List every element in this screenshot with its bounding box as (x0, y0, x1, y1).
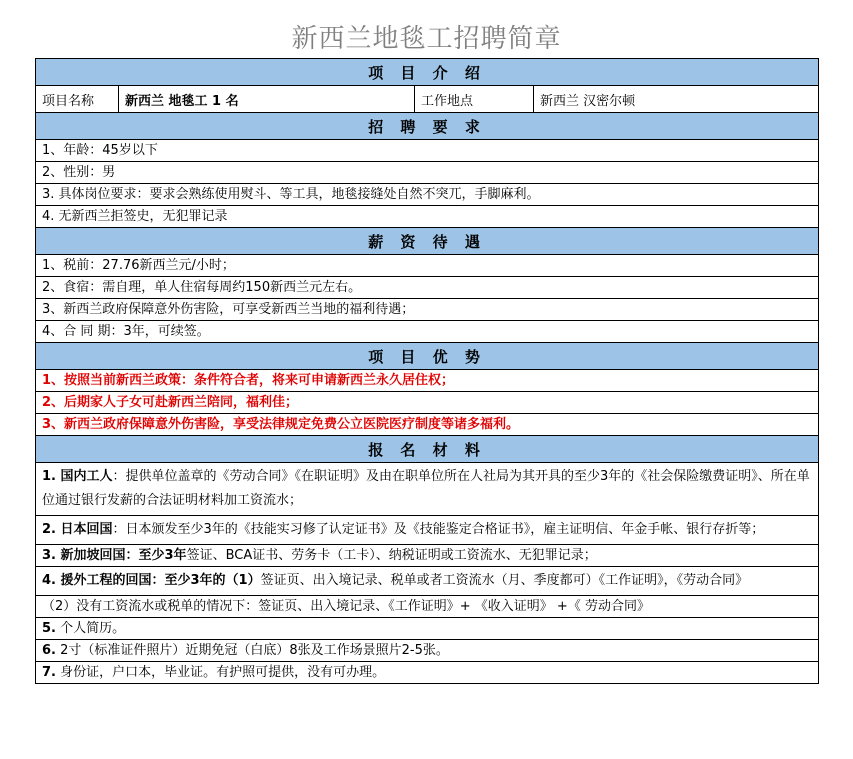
advantage-item: 2、后期家人子女可赴新西兰陪同，福利佳； (36, 392, 819, 414)
page-title: 新西兰地毯工招聘简章 (291, 24, 562, 54)
material-item (36, 516, 819, 545)
material-lead: 4. 援外工程的回国：至少3年的（1） (42, 573, 261, 588)
material-row (36, 640, 819, 662)
material-item (36, 567, 819, 596)
material-text: 签证页、出入境记录、税单或者工资流水（月、季度都可）《工作证明》，《劳动合同》 (260, 573, 749, 588)
material-text: （2）没有工资流水或税单的情况下：签证页、出入境记录、《工作证明》+ 《收入证明》 +《 劳动合同》 (42, 599, 650, 614)
requirement-row (36, 162, 819, 184)
material-lead: 3. 新加坡回国：至少3年 (42, 548, 187, 563)
requirement-row (36, 184, 819, 206)
project-name-label: 项目名称 (36, 86, 119, 113)
salary-item: 4、合 同 期：3年，可续签。 (36, 321, 819, 343)
material-item (36, 640, 819, 662)
section-title: 项 目 优 势 (36, 343, 819, 370)
advantage-row (36, 392, 819, 414)
salary-item: 2、食宿：需自理，单人住宿每周约150新西兰元左右。 (36, 277, 819, 299)
material-row (36, 596, 819, 618)
material-lead: 7. (42, 665, 56, 680)
material-text: 签证、BCA证书、劳务卡（工卡）、纳税证明或工资流水、无犯罪记录； (186, 548, 597, 563)
material-item (36, 545, 819, 567)
project-name-value: 新西兰 地毯工 1 名 (119, 86, 415, 113)
material-lead: 1. 国内工人 (42, 469, 113, 484)
work-location-value: 新西兰 汉密尔顿 (534, 86, 819, 113)
section-header-salary (36, 228, 819, 255)
requirement-item: 1、年龄：45岁以下 (36, 140, 819, 162)
advantage-item: 3、新西兰政府保障意外伤害险，享受法律规定免费公立医院医疗制度等诸多福利。 (36, 414, 819, 436)
salary-row (36, 299, 819, 321)
requirement-row (36, 140, 819, 162)
advantage-row (36, 370, 819, 392)
material-item (36, 618, 819, 640)
project-info-row (36, 86, 819, 113)
section-title: 薪 资 待 遇 (36, 228, 819, 255)
material-row (36, 545, 819, 567)
salary-row (36, 321, 819, 343)
requirement-item: 3. 具体岗位要求：要求会熟练使用熨斗、等工具，地毯接缝处自然不突兀，手脚麻利。 (36, 184, 819, 206)
material-text: ：日本颁发至少3年的《技能实习修了认定证书》及《技能鉴定合格证书》，雇主证明信、年金手帐、银行存折等； (112, 522, 765, 537)
material-text: 个人简历。 (55, 621, 126, 636)
material-row (36, 567, 819, 596)
salary-row (36, 255, 819, 277)
material-lead: 5. (42, 621, 56, 636)
material-item (36, 463, 819, 516)
material-row (36, 618, 819, 640)
advantage-row (36, 414, 819, 436)
material-row (36, 516, 819, 545)
material-row (36, 463, 819, 516)
section-title: 项 目 介 绍 (36, 59, 819, 86)
section-header-project-intro (36, 59, 819, 86)
salary-row (36, 277, 819, 299)
section-header-advantages (36, 343, 819, 370)
section-header-materials (36, 436, 819, 463)
salary-item: 1、税前：27.76新西兰元/小时； (36, 255, 819, 277)
material-lead: 2. 日本回国 (42, 522, 113, 537)
recruitment-table (35, 58, 819, 684)
work-location-label: 工作地点 (415, 86, 534, 113)
section-header-requirements (36, 113, 819, 140)
requirement-row (36, 206, 819, 228)
requirement-item: 2、性别：男 (36, 162, 819, 184)
requirement-item: 4. 无新西兰拒签史，无犯罪记录 (36, 206, 819, 228)
material-row (36, 662, 819, 684)
material-text: 身份证，户口本，毕业证。有护照可提供，没有可办理。 (55, 665, 386, 680)
section-title: 招 聘 要 求 (36, 113, 819, 140)
material-lead: 6. (42, 643, 56, 658)
material-text: 2寸（标准证件照片）近期免冠（白底）8张及工作场景照片2-5张。 (55, 643, 449, 658)
section-title: 报 名 材 料 (36, 436, 819, 463)
advantage-item: 1、按照当前新西兰政策：条件符合者，将来可申请新西兰永久居住权； (36, 370, 819, 392)
material-item (36, 662, 819, 684)
material-item (36, 596, 819, 618)
salary-item: 3、新西兰政府保障意外伤害险，可享受新西兰当地的福利待遇； (36, 299, 819, 321)
material-text: ：提供单位盖章的《劳动合同》《在职证明》及由在职单位所在人社局为其开具的至少3年的《社会保险缴费证明》、所在单位通过银行发薪的合法证明材料加工资流水； (42, 469, 810, 508)
